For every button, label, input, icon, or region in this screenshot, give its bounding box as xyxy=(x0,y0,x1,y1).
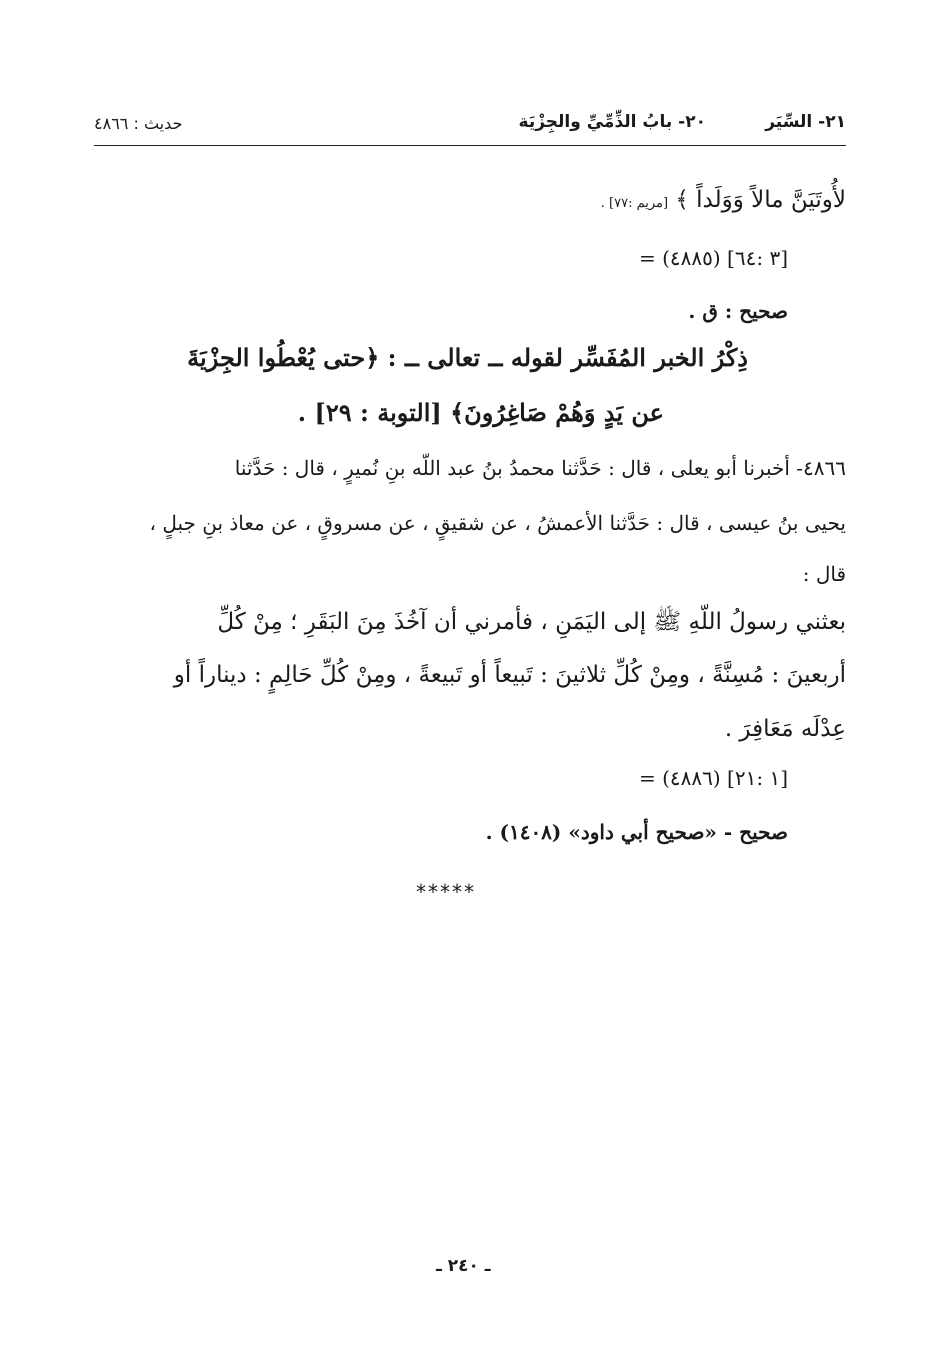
verse-ending xyxy=(601,187,846,213)
verse-citation: [مريم :٧٧] . xyxy=(600,196,669,211)
section-title: ٢٠- بابُ الذِّمِّيِّ والجِزْيَة xyxy=(518,112,706,132)
section-separator: ***** xyxy=(416,880,476,904)
cross-reference-1: = (٤٨٨٥) [٣ :٦٤] xyxy=(638,246,788,270)
isnad-line-1: ٤٨٦٦- أخبرنا أبو يعلى ، قال : حَدَّثنا محمدُ بنُ عبد اللّه بنِ نُميرٍ ، قال : حَدَّثنا xyxy=(234,456,846,480)
chapter-heading-line-2: عن يَدٍ وَهُمْ صَاغِرُونَ﴾ [التوبة : ٢٩] . xyxy=(297,398,664,427)
isnad-line-2: يحيى بنُ عيسى ، قال : حَدَّثنا الأعمشُ ، عن شقيقٍ ، عن مسروقٍ ، عن معاذ بنِ جبلٍ ، xyxy=(149,511,846,535)
chapter-heading-line-1: ذِكْرُ الخبر المُفَسِّر لقوله ــ تعالى ــ : ﴿حتى يُعْطُوا الجِزْيَةَ xyxy=(187,343,748,372)
page-number: ـ ٢٤٠ ـ xyxy=(436,1256,491,1276)
isnad-line-3: قال : xyxy=(802,562,846,586)
grading-2: صحيح - «صحيح أبي داود» (١٤٠٨) . xyxy=(485,820,788,844)
matn-line-2: أربعينَ : مُسِنَّةً ، ومِنْ كُلِّ ثلاثينَ : تَبيعاً أو تَبيعةً ، ومِنْ كُلِّ حَالِمٍ : ديناراً أو xyxy=(173,662,846,688)
grading-1: صحيح : ق . xyxy=(688,299,788,323)
verse-text: لأُوتَيَنَّ مالاً وَوَلَداً ﴾ xyxy=(675,187,846,213)
matn-line-3: عِدْلَه مَعَافِرَ . xyxy=(724,716,846,742)
chapter-title: ٢١- السِّيَر xyxy=(765,112,846,132)
matn-line-1: بعثني رسولُ اللّهِ ﷺ إلى اليَمَنِ ، فأمرني أن آخُذَ مِنَ البَقَرِ ؛ مِنْ كُلِّ xyxy=(217,609,846,635)
hadith-reference: حديث : ٤٨٦٦ xyxy=(94,114,183,133)
header-divider xyxy=(94,145,846,146)
running-header xyxy=(94,106,846,142)
cross-reference-2: = (٤٨٨٦) [١ :٢١] xyxy=(638,766,788,790)
